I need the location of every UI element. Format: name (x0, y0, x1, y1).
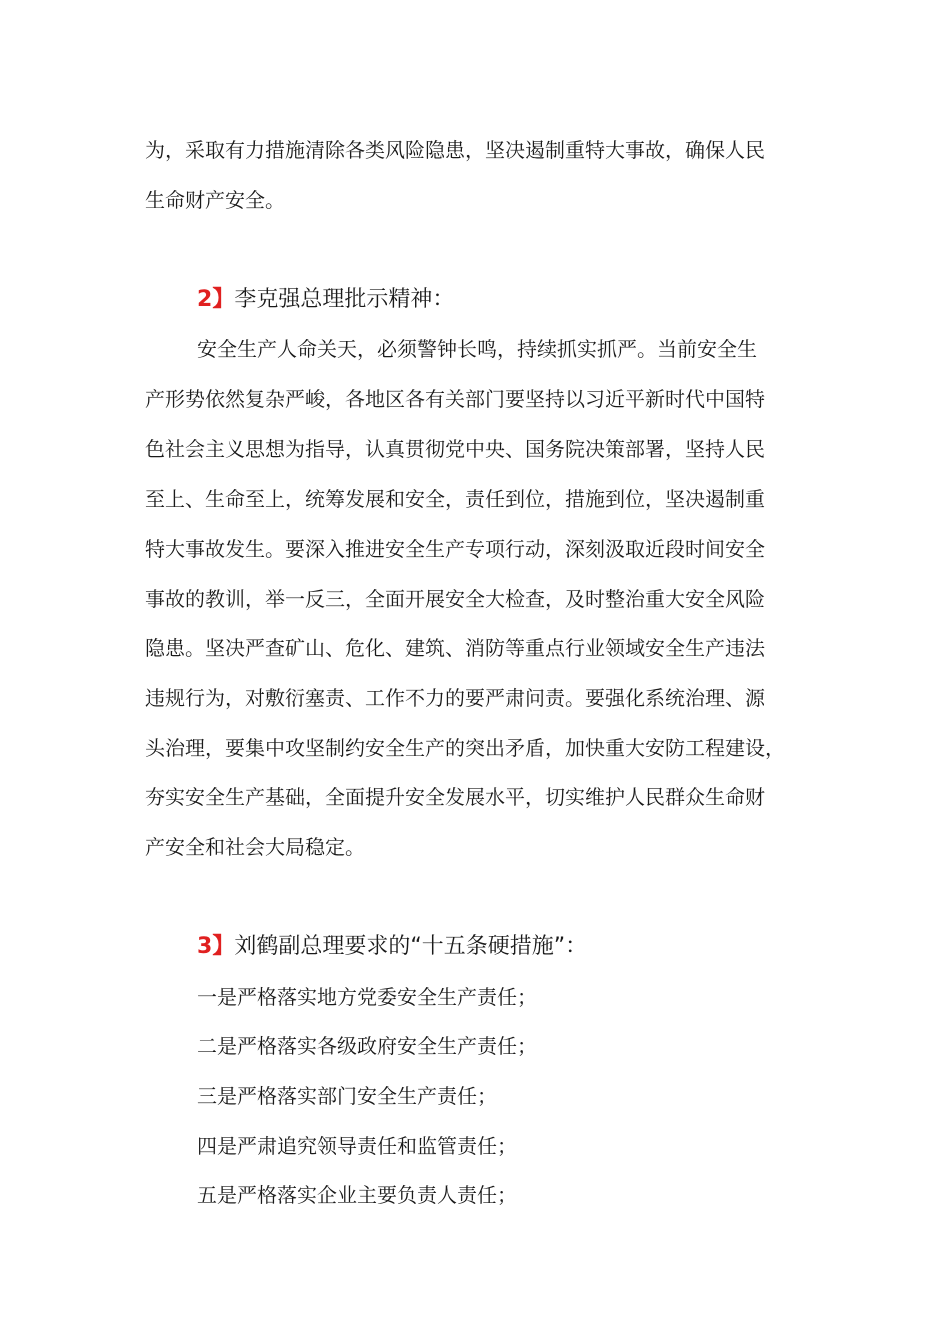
paragraph-line: 产形势依然复杂严峻，各地区各有关部门要坚持以习近平新时代中国特 (145, 387, 765, 411)
intro-line: 生命财产安全。 (145, 188, 285, 212)
paragraph-line: 事故的教训，举一反三，全面开展安全大检查，及时整治重大安全风险 (145, 587, 765, 611)
list-item: 四是严肃追究领导责任和监管责任； (197, 1134, 517, 1158)
paragraph-line: 特大事故发生。要深入推进安全生产专项行动，深刻汲取近段时间安全 (145, 537, 765, 561)
intro-line: 为，采取有力措施清除各类风险隐患，坚决遏制重特大事故，确保人民 (145, 138, 765, 162)
paragraph-line: 安全生产人命关天，必须警钟长鸣，持续抓实抓严。当前安全生 (197, 337, 757, 361)
section-2-heading (197, 285, 454, 315)
paragraph-line: 夯实安全生产基础，全面提升安全发展水平，切实维护人民群众生命财 (145, 785, 765, 809)
list-item: 五是严格落实企业主要负责人责任； (197, 1183, 517, 1207)
paragraph-line: 色社会主义思想为指导，认真贯彻党中央、国务院决策部署，坚持人民 (145, 437, 765, 461)
paragraph-line: 头治理，要集中攻坚制约安全生产的突出矛盾，加快重大安防工程建设， (145, 736, 785, 760)
section-bracket: 】 (212, 287, 235, 312)
paragraph-line: 至上、生命至上，统筹发展和安全，责任到位，措施到位，坚决遏制重 (145, 487, 765, 511)
list-item: 三是严格落实部门安全生产责任； (197, 1084, 497, 1108)
section-number: 3 (197, 934, 213, 959)
section-bracket: 】 (212, 934, 235, 959)
list-item: 二是严格落实各级政府安全生产责任； (197, 1034, 537, 1058)
paragraph-line: 产安全和社会大局稳定。 (145, 835, 365, 859)
section-3-heading (197, 932, 587, 962)
list-item: 一是严格落实地方党委安全生产责任； (197, 985, 537, 1009)
paragraph-line: 违规行为，对敷衍塞责、工作不力的要严肃问责。要强化系统治理、源 (145, 686, 765, 710)
section-title: 李克强总理批示精神： (234, 287, 455, 312)
section-number: 2 (197, 287, 213, 312)
paragraph-line: 隐患。坚决严查矿山、危化、建筑、消防等重点行业领域安全生产违法 (145, 636, 765, 660)
section-title: 刘鹤副总理要求的“十五条硬措施”： (234, 934, 588, 959)
